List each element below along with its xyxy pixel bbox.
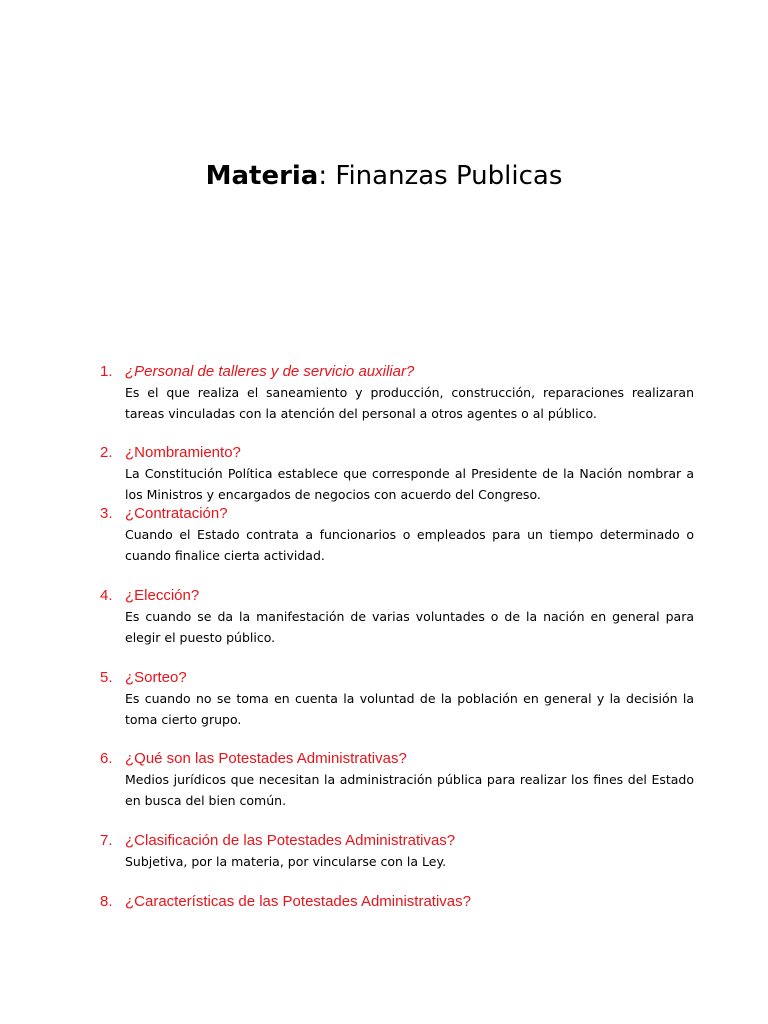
- answer-text: La Constitución Política establece que corresponde al Presidente de la Nación nombrar a los Ministros y encargados de negocios con acuerdo del Congreso.: [125, 466, 694, 502]
- question-number: 1.: [100, 363, 113, 380]
- question: [100, 362, 694, 382]
- question-text: ¿Características de las Potestades Administrativas?: [125, 893, 471, 910]
- qa-item-8: [100, 892, 694, 912]
- question-text: ¿Sorteo?: [125, 669, 187, 686]
- page-title: [0, 158, 768, 194]
- title-label: Materia: [205, 161, 319, 191]
- question-text: ¿Personal de talleres y de servicio auxiliar?: [125, 363, 415, 380]
- answer-text: Cuando el Estado contrata a funcionarios o empleados para un tiempo determinado o cuando finalice cierta actividad.: [125, 527, 694, 563]
- question: [100, 668, 694, 688]
- question: [100, 504, 694, 524]
- title-separator: :: [318, 161, 336, 191]
- qa-item-3: [100, 504, 694, 566]
- question-text: ¿Qué son las Potestades Administrativas?: [125, 750, 407, 767]
- answer-text: Es cuando se da la manifestación de varias voluntades o de la nación en general para elegir el puesto público.: [125, 609, 694, 645]
- qa-item-6: [100, 749, 694, 811]
- title-subject: Finanzas Publicas: [335, 161, 563, 191]
- qa-item-1: [100, 362, 694, 424]
- answer-text: Es cuando no se toma en cuenta la voluntad de la población en general y la decisión la toma cierto grupo.: [125, 691, 694, 727]
- question-number: 8.: [100, 893, 113, 910]
- question-number: 4.: [100, 587, 113, 604]
- question-number: 5.: [100, 669, 113, 686]
- qa-item-7: [100, 831, 694, 872]
- qa-item-2: [100, 443, 694, 505]
- question-number: 2.: [100, 444, 113, 461]
- answer-text: Medios jurídicos que necesitan la administración pública para realizar los fines del Estado en busca del bien común.: [125, 772, 694, 808]
- question: [100, 892, 694, 912]
- question-text: ¿Contratación?: [125, 505, 228, 522]
- qa-item-4: [100, 586, 694, 648]
- question-number: 7.: [100, 832, 113, 849]
- question-number: 3.: [100, 505, 113, 522]
- answer-text: Subjetiva, por la materia, por vincularse con la Ley.: [125, 854, 447, 869]
- qa-item-5: [100, 668, 694, 730]
- question: [100, 443, 694, 463]
- question-text: ¿Clasificación de las Potestades Administrativas?: [125, 832, 456, 849]
- question-text: ¿Elección?: [125, 587, 200, 604]
- question: [100, 831, 694, 851]
- answer-text: Es el que realiza el saneamiento y producción, construcción, reparaciones realizaran tareas vinculadas con la atención del personal a otros agentes o al público.: [125, 385, 694, 421]
- question-text: ¿Nombramiento?: [125, 444, 241, 461]
- question-number: 6.: [100, 750, 113, 767]
- question: [100, 749, 694, 769]
- question: [100, 586, 694, 606]
